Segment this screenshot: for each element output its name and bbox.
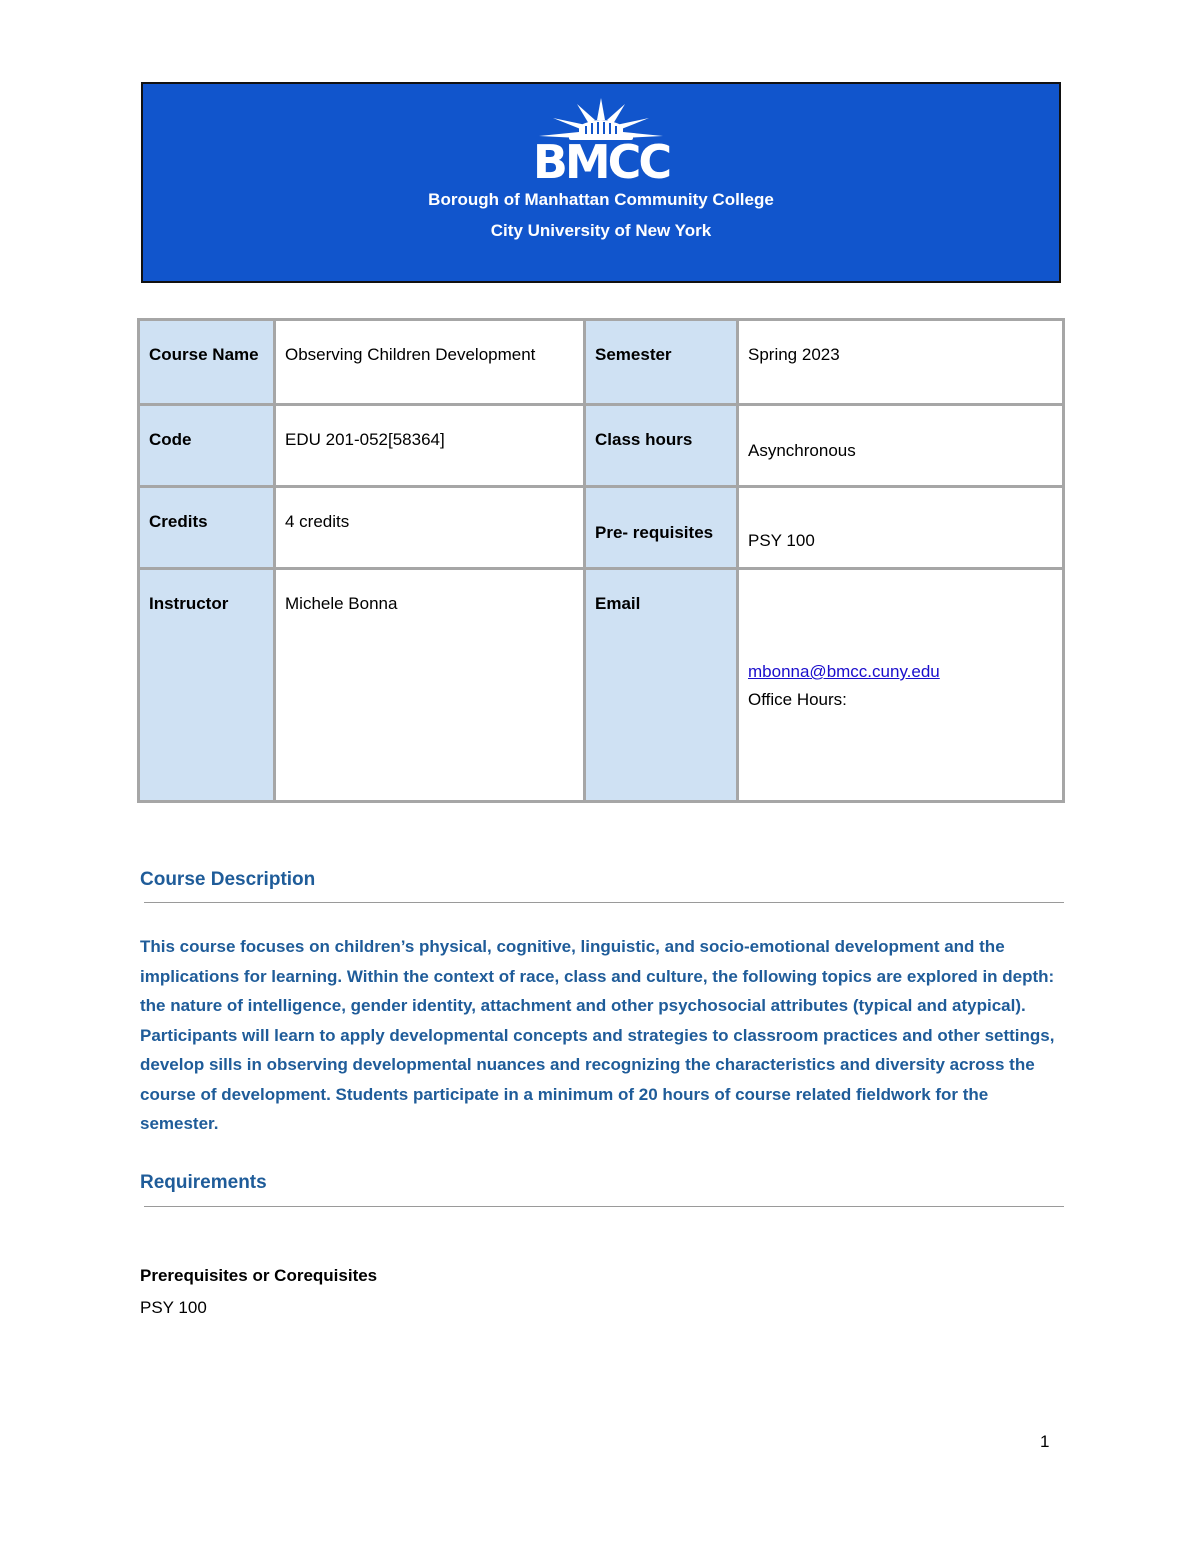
course-name-label: Course Name — [139, 320, 275, 405]
prereq-value: PSY 100 — [748, 531, 815, 550]
course-description-heading: Course Description — [140, 869, 316, 890]
credits-value: 4 credits — [275, 487, 585, 569]
table-row — [139, 569, 1064, 802]
prereq-label-cell — [585, 487, 738, 569]
course-info-table — [137, 318, 1065, 803]
logo-text: BMCC — [532, 135, 670, 182]
instructor-label: Instructor — [139, 569, 275, 802]
page-number: 1 — [1040, 1432, 1050, 1451]
table-row — [139, 405, 1064, 487]
semester-label: Semester — [585, 320, 738, 405]
instructor-value: Michele Bonna — [275, 569, 585, 802]
header-banner — [141, 82, 1061, 283]
class-hours-cell — [738, 405, 1064, 487]
course-name-value: Observing Children Development — [275, 320, 585, 405]
email-label: Email — [585, 569, 738, 802]
credits-label: Credits — [139, 487, 275, 569]
bmcc-logo — [509, 98, 693, 182]
email-link[interactable]: mbonna@bmcc.cuny.edu — [748, 662, 940, 681]
prereq-label: Pre- requisites — [595, 523, 714, 542]
table-row — [139, 320, 1064, 405]
class-hours-label: Class hours — [585, 405, 738, 487]
prerequisites-text: PSY 100 — [140, 1298, 207, 1317]
code-label: Code — [139, 405, 275, 487]
email-block — [748, 588, 1053, 714]
office-hours-label: Office Hours: — [748, 690, 847, 709]
prereq-cell — [738, 487, 1064, 569]
divider — [144, 902, 1064, 903]
email-cell — [738, 569, 1064, 802]
college-name: Borough of Manhattan Community College — [428, 190, 774, 209]
requirements-heading: Requirements — [140, 1172, 267, 1193]
class-hours-value: Asynchronous — [748, 441, 856, 460]
university-name: City University of New York — [490, 221, 712, 240]
table-row — [139, 487, 1064, 569]
semester-value: Spring 2023 — [738, 320, 1064, 405]
course-description-text: This course focuses on children’s physical, cognitive, linguistic, and socio-emotional development and the implications for learning. Within the context of race, class and culture, the following topics are explored in depth: the nature of intelligence, gender identity, attachment and other psychosocial attributes (typical and atypical). Participants will learn to apply developmental concepts and strategies to classroom practices and other settings, develop sills in observing developmental nuances and recognizing the characteristics and diversity across the course of development. Students participate in a minimum of 20 hours of course related fieldwork for the semester. — [140, 937, 1055, 1133]
prerequisites-heading: Prerequisites or Corequisites — [140, 1266, 378, 1285]
divider — [144, 1206, 1064, 1207]
code-value: EDU 201-052[58364] — [275, 405, 585, 487]
